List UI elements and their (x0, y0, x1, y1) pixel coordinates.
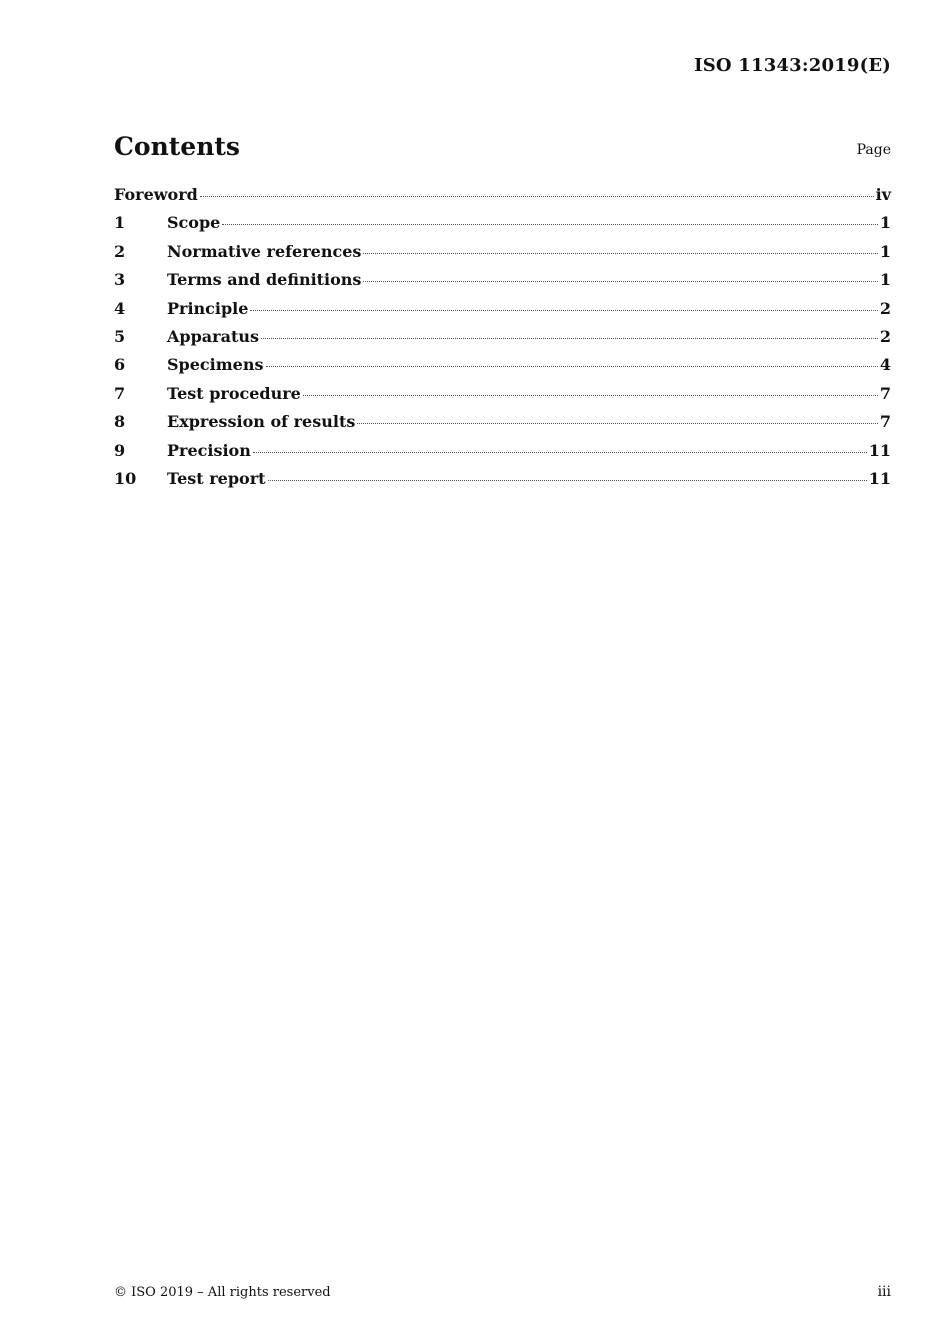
page-number: iii (877, 1284, 891, 1300)
toc-entry-page: 1 (879, 241, 891, 261)
toc-entry-title: Expression of results (167, 412, 356, 432)
toc-entry-page: 1 (879, 213, 891, 233)
dot-leader (266, 366, 878, 367)
contents-heading: Contents (114, 132, 241, 161)
dot-leader (363, 253, 877, 254)
table-of-contents (114, 185, 891, 497)
dot-leader (250, 310, 877, 311)
toc-entry-title: Scope (167, 213, 221, 233)
toc-entry-page: 2 (879, 326, 891, 346)
toc-entry-title: Precision (167, 440, 251, 460)
toc-entry-title: Test procedure (167, 383, 301, 403)
dot-leader (357, 423, 878, 424)
dot-leader (222, 224, 878, 225)
toc-entry-number: 7 (114, 383, 126, 403)
toc-entry-title: Foreword (114, 185, 198, 204)
toc-entry-test-report[interactable] (114, 469, 891, 497)
toc-entry-number: 10 (114, 468, 137, 488)
toc-entry-page: 2 (879, 298, 891, 318)
toc-entry-number: 9 (114, 440, 126, 460)
toc-entry-scope[interactable] (114, 213, 891, 241)
toc-entry-number: 4 (114, 298, 126, 318)
dot-leader (303, 395, 878, 396)
toc-entry-number: 2 (114, 241, 126, 261)
toc-entry-title: Test report (167, 468, 266, 488)
toc-entry-normative-references[interactable] (114, 242, 891, 270)
toc-entry-number: 3 (114, 270, 126, 290)
toc-entry-number: 1 (114, 213, 126, 233)
toc-entry-page: 1 (879, 270, 891, 290)
toc-entry-title: Principle (167, 298, 249, 318)
toc-entry-page: 7 (879, 383, 891, 403)
document-id: ISO 11343:2019(E) (694, 55, 891, 76)
toc-entry-number: 5 (114, 326, 126, 346)
toc-entry-foreword[interactable] (114, 185, 891, 213)
dot-leader (253, 452, 867, 453)
toc-entry-title: Terms and definitions (167, 270, 362, 290)
page-column-label: Page (856, 142, 891, 158)
toc-entry-title: Specimens (167, 355, 264, 375)
dot-leader (363, 281, 877, 282)
dot-leader (200, 196, 874, 197)
toc-entry-title: Normative references (167, 241, 362, 261)
toc-entry-page: 4 (879, 355, 891, 375)
toc-entry-principle[interactable] (114, 299, 891, 327)
toc-entry-specimens[interactable] (114, 355, 891, 383)
toc-entry-test-procedure[interactable] (114, 384, 891, 412)
toc-entry-page: iv (875, 185, 891, 204)
toc-entry-page: 7 (879, 412, 891, 432)
copyright-notice: © ISO 2019 – All rights reserved (114, 1285, 331, 1300)
toc-entry-apparatus[interactable] (114, 327, 891, 355)
toc-entry-page: 11 (868, 440, 891, 460)
toc-entry-precision[interactable] (114, 441, 891, 469)
toc-entry-number: 8 (114, 412, 126, 432)
toc-entry-number: 6 (114, 355, 126, 375)
toc-entry-terms-and-definitions[interactable] (114, 270, 891, 298)
toc-entry-page: 11 (868, 468, 891, 488)
toc-entry-title: Apparatus (167, 326, 259, 346)
dot-leader (268, 480, 867, 481)
toc-entry-expression-of-results[interactable] (114, 412, 891, 440)
dot-leader (261, 338, 878, 339)
